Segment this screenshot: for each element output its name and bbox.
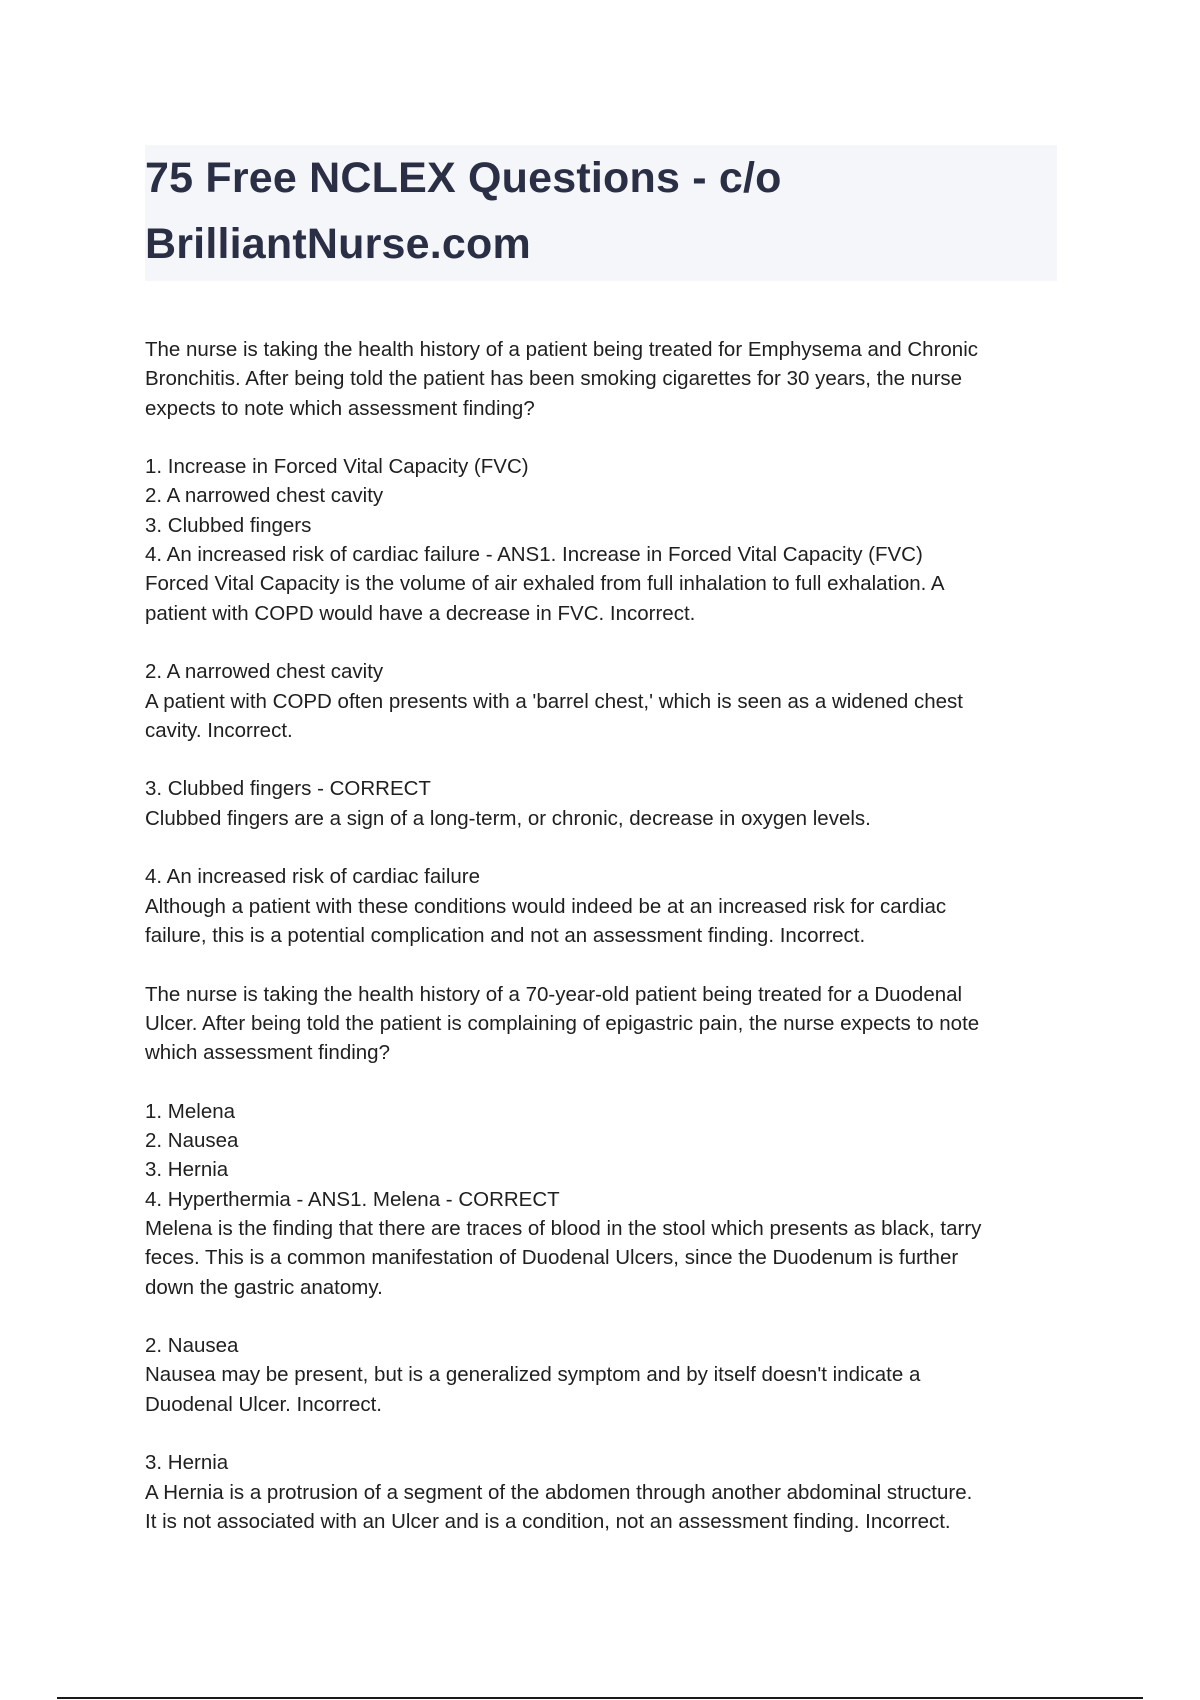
question-2-explanation-2 (145, 1331, 1075, 1419)
question-1-explanation-4 (145, 862, 1075, 950)
text-line: 3. Clubbed fingers (145, 513, 312, 537)
question-1-explanation-3 (145, 774, 1075, 833)
text-line: 3. Hernia (145, 1158, 229, 1182)
text-line: 2. Nausea (145, 1129, 239, 1153)
question-2-explanation-3 (145, 1448, 1075, 1536)
question-2-stem (145, 980, 1075, 1068)
question-1-options-answer (145, 452, 1075, 628)
text-line: Ulcer. After being told the patient is complaining of epigastric pain, the nurse expects to note (145, 1011, 980, 1035)
text-line: 2. A narrowed chest cavity (145, 660, 384, 684)
title-line: BrilliantNurse.com (145, 220, 531, 268)
text-line: 1. Increase in Forced Vital Capacity (FVC) (145, 455, 529, 479)
footer-divider (57, 1697, 1143, 1699)
title-banner (145, 145, 1057, 281)
text-line: patient with COPD would have a decrease in FVC. Incorrect. (145, 601, 696, 625)
question-1-explanation-2 (145, 657, 1075, 745)
text-line: down the gastric anatomy. (145, 1275, 383, 1299)
text-line: Although a patient with these conditions would indeed be at an increased risk for cardiac (145, 894, 947, 918)
text-line: Bronchitis. After being told the patient has been smoking cigarettes for 30 years, the nurse (145, 367, 963, 391)
text-line: expects to note which assessment finding? (145, 396, 535, 420)
document-body (145, 335, 1075, 1565)
text-line: 3. Hernia (145, 1451, 229, 1475)
text-line: Nausea may be present, but is a generalized symptom and by itself doesn't indicate a (145, 1363, 921, 1387)
text-line: A patient with COPD often presents with a 'barrel chest,' which is seen as a widened chest (145, 689, 963, 713)
text-line: failure, this is a potential complication and not an assessment finding. Incorrect. (145, 923, 866, 947)
text-line: 2. A narrowed chest cavity (145, 484, 384, 508)
title-line: 75 Free NCLEX Questions - c/o (145, 154, 782, 202)
text-line: 4. An increased risk of cardiac failure - ANS1. Increase in Forced Vital Capacity (FVC) (145, 543, 923, 567)
text-line: 4. Hyperthermia - ANS1. Melena - CORRECT (145, 1187, 560, 1211)
question-1-stem (145, 335, 1075, 423)
text-line: A Hernia is a protrusion of a segment of the abdomen through another abdominal structure. (145, 1480, 973, 1504)
text-line: The nurse is taking the health history of a 70-year-old patient being treated for a Duodenal (145, 982, 963, 1006)
text-line: Melena is the finding that there are traces of blood in the stool which presents as black, tarry (145, 1216, 982, 1240)
text-line: 2. Nausea (145, 1334, 239, 1358)
text-line: feces. This is a common manifestation of Duodenal Ulcers, since the Duodenum is further (145, 1246, 959, 1270)
text-line: It is not associated with an Ulcer and is a condition, not an assessment finding. Incorrect. (145, 1509, 951, 1533)
text-line: 1. Melena (145, 1099, 236, 1123)
text-line: The nurse is taking the health history of a patient being treated for Emphysema and Chronic (145, 338, 979, 361)
text-line: Forced Vital Capacity is the volume of air exhaled from full inhalation to full exhalation. A (145, 572, 945, 596)
text-line: which assessment finding? (145, 1041, 390, 1065)
text-line: cavity. Incorrect. (145, 718, 293, 742)
question-2-options-answer (145, 1097, 1075, 1302)
text-line: Clubbed fingers are a sign of a long-term, or chronic, decrease in oxygen levels. (145, 806, 871, 830)
text-line: 4. An increased risk of cardiac failure (145, 865, 480, 889)
text-line: 3. Clubbed fingers - CORRECT (145, 777, 431, 801)
text-line: Duodenal Ulcer. Incorrect. (145, 1392, 383, 1416)
page-title (145, 145, 1057, 277)
